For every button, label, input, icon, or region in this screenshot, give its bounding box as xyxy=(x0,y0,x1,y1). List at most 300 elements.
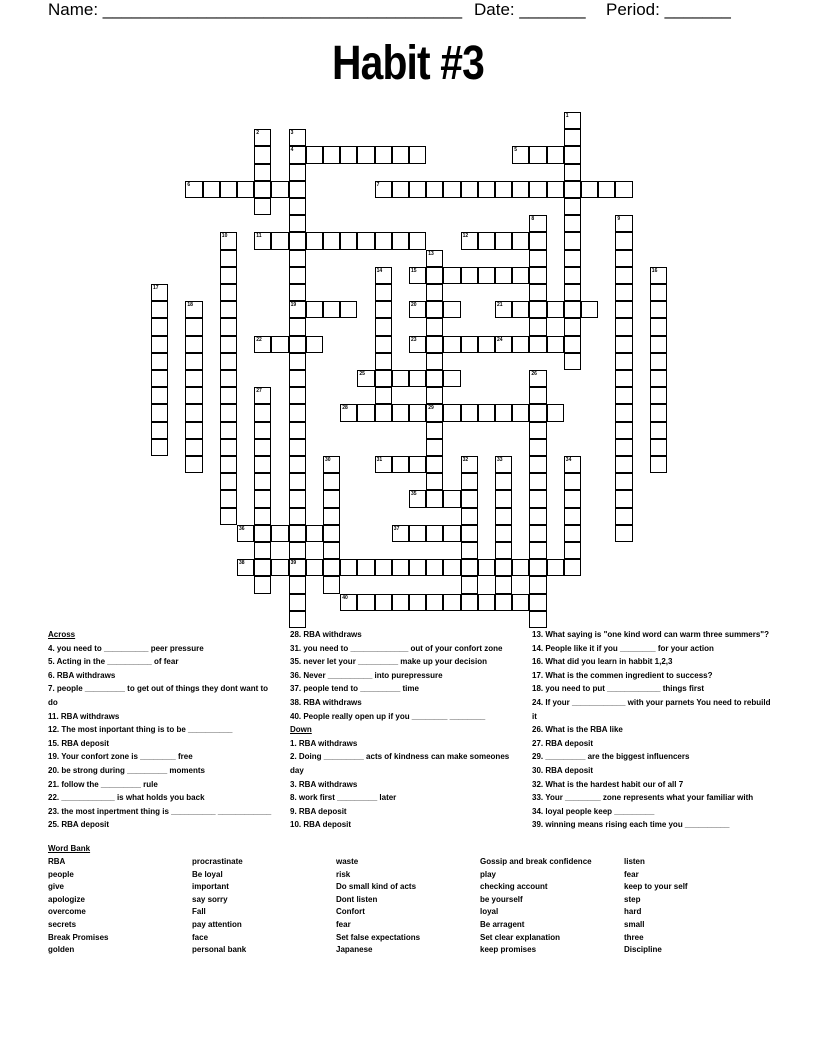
crossword-cell[interactable] xyxy=(650,318,667,335)
crossword-cell[interactable] xyxy=(426,439,443,456)
crossword-cell[interactable] xyxy=(409,456,426,473)
crossword-cell[interactable] xyxy=(443,490,460,507)
crossword-cell[interactable] xyxy=(357,559,374,576)
crossword-cell[interactable] xyxy=(529,370,546,387)
crossword-cell[interactable] xyxy=(426,473,443,490)
crossword-cell[interactable] xyxy=(564,232,581,249)
crossword-cell[interactable] xyxy=(340,559,357,576)
crossword-cell[interactable] xyxy=(564,129,581,146)
crossword-cell[interactable] xyxy=(564,559,581,576)
crossword-cell[interactable] xyxy=(254,525,271,542)
crossword-cell[interactable] xyxy=(564,250,581,267)
crossword-cell[interactable] xyxy=(478,594,495,611)
crossword-cell[interactable] xyxy=(650,301,667,318)
crossword-cell[interactable] xyxy=(220,336,237,353)
crossword-cell[interactable] xyxy=(375,387,392,404)
crossword-cell[interactable] xyxy=(151,318,168,335)
crossword-cell[interactable] xyxy=(289,301,306,318)
crossword-cell[interactable] xyxy=(478,181,495,198)
crossword-cell[interactable] xyxy=(220,318,237,335)
crossword-cell[interactable] xyxy=(375,559,392,576)
crossword-cell[interactable] xyxy=(512,336,529,353)
crossword-cell[interactable] xyxy=(426,370,443,387)
crossword-cell[interactable] xyxy=(461,508,478,525)
crossword-cell[interactable] xyxy=(254,456,271,473)
crossword-cell[interactable] xyxy=(495,542,512,559)
crossword-cell[interactable] xyxy=(495,576,512,593)
crossword-cell[interactable] xyxy=(615,181,632,198)
crossword-cell[interactable] xyxy=(495,404,512,421)
crossword-cell[interactable] xyxy=(289,146,306,163)
crossword-cell[interactable] xyxy=(340,301,357,318)
crossword-cell[interactable] xyxy=(615,284,632,301)
crossword-cell[interactable] xyxy=(375,336,392,353)
crossword-cell[interactable] xyxy=(650,456,667,473)
crossword-cell[interactable] xyxy=(409,559,426,576)
crossword-cell[interactable] xyxy=(323,542,340,559)
crossword-cell[interactable] xyxy=(564,301,581,318)
crossword-cell[interactable] xyxy=(564,164,581,181)
crossword-cell[interactable] xyxy=(254,576,271,593)
crossword-cell[interactable] xyxy=(409,181,426,198)
crossword-cell[interactable] xyxy=(461,594,478,611)
crossword-cell[interactable] xyxy=(220,181,237,198)
crossword-cell[interactable] xyxy=(185,370,202,387)
crossword-cell[interactable] xyxy=(547,404,564,421)
crossword-cell[interactable] xyxy=(289,336,306,353)
crossword-cell[interactable] xyxy=(529,594,546,611)
crossword-cell[interactable] xyxy=(495,267,512,284)
crossword-cell[interactable] xyxy=(461,473,478,490)
name-field[interactable]: Name: ______________________________________ xyxy=(48,0,463,19)
crossword-cell[interactable] xyxy=(615,387,632,404)
crossword-cell[interactable] xyxy=(426,490,443,507)
crossword-cell[interactable] xyxy=(495,594,512,611)
crossword-cell[interactable] xyxy=(375,232,392,249)
crossword-cell[interactable] xyxy=(409,267,426,284)
crossword-cell[interactable] xyxy=(512,267,529,284)
crossword-cell[interactable] xyxy=(185,336,202,353)
crossword-cell[interactable] xyxy=(564,490,581,507)
crossword-cell[interactable] xyxy=(306,232,323,249)
crossword-cell[interactable] xyxy=(254,422,271,439)
crossword-cell[interactable] xyxy=(581,181,598,198)
crossword-cell[interactable] xyxy=(254,146,271,163)
crossword-cell[interactable] xyxy=(443,559,460,576)
crossword-cell[interactable] xyxy=(323,301,340,318)
crossword-cell[interactable] xyxy=(529,439,546,456)
crossword-cell[interactable] xyxy=(461,490,478,507)
crossword-cell[interactable] xyxy=(151,387,168,404)
crossword-cell[interactable] xyxy=(289,129,306,146)
crossword-cell[interactable] xyxy=(564,181,581,198)
crossword-cell[interactable] xyxy=(615,490,632,507)
crossword-cell[interactable] xyxy=(392,404,409,421)
crossword-cell[interactable] xyxy=(443,370,460,387)
crossword-cell[interactable] xyxy=(289,353,306,370)
crossword-cell[interactable] xyxy=(529,508,546,525)
crossword-cell[interactable] xyxy=(615,473,632,490)
crossword-cell[interactable] xyxy=(461,559,478,576)
crossword-cell[interactable] xyxy=(306,559,323,576)
crossword-cell[interactable] xyxy=(185,353,202,370)
crossword-cell[interactable] xyxy=(375,284,392,301)
crossword-cell[interactable] xyxy=(289,422,306,439)
crossword-cell[interactable] xyxy=(289,370,306,387)
crossword-cell[interactable] xyxy=(529,146,546,163)
crossword-cell[interactable] xyxy=(529,525,546,542)
crossword-cell[interactable] xyxy=(443,594,460,611)
crossword-cell[interactable] xyxy=(564,318,581,335)
crossword-cell[interactable] xyxy=(564,215,581,232)
crossword-cell[interactable] xyxy=(426,387,443,404)
crossword-cell[interactable] xyxy=(185,318,202,335)
crossword-cell[interactable] xyxy=(254,490,271,507)
crossword-cell[interactable] xyxy=(151,336,168,353)
crossword-cell[interactable] xyxy=(564,112,581,129)
crossword-cell[interactable] xyxy=(615,301,632,318)
crossword-cell[interactable] xyxy=(357,404,374,421)
crossword-cell[interactable] xyxy=(151,404,168,421)
crossword-cell[interactable] xyxy=(375,370,392,387)
date-field[interactable]: Date: _______ xyxy=(474,0,586,19)
crossword-cell[interactable] xyxy=(203,181,220,198)
crossword-cell[interactable] xyxy=(478,267,495,284)
crossword-cell[interactable] xyxy=(495,301,512,318)
crossword-cell[interactable] xyxy=(220,301,237,318)
crossword-cell[interactable] xyxy=(357,232,374,249)
crossword-cell[interactable] xyxy=(289,250,306,267)
crossword-cell[interactable] xyxy=(650,353,667,370)
crossword-cell[interactable] xyxy=(495,456,512,473)
crossword-cell[interactable] xyxy=(512,232,529,249)
crossword-cell[interactable] xyxy=(375,353,392,370)
crossword-cell[interactable] xyxy=(461,404,478,421)
crossword-cell[interactable] xyxy=(426,336,443,353)
crossword-cell[interactable] xyxy=(461,181,478,198)
crossword-cell[interactable] xyxy=(340,594,357,611)
crossword-cell[interactable] xyxy=(615,525,632,542)
crossword-cell[interactable] xyxy=(495,559,512,576)
crossword-cell[interactable] xyxy=(289,267,306,284)
crossword-cell[interactable] xyxy=(185,456,202,473)
crossword-cell[interactable] xyxy=(564,146,581,163)
crossword-cell[interactable] xyxy=(237,525,254,542)
crossword-cell[interactable] xyxy=(375,404,392,421)
crossword-cell[interactable] xyxy=(306,146,323,163)
crossword-cell[interactable] xyxy=(220,232,237,249)
crossword-cell[interactable] xyxy=(529,490,546,507)
crossword-cell[interactable] xyxy=(220,284,237,301)
crossword-cell[interactable] xyxy=(254,336,271,353)
crossword-cell[interactable] xyxy=(271,525,288,542)
crossword-cell[interactable] xyxy=(564,456,581,473)
crossword-cell[interactable] xyxy=(495,508,512,525)
crossword-cell[interactable] xyxy=(650,336,667,353)
crossword-cell[interactable] xyxy=(529,422,546,439)
crossword-cell[interactable] xyxy=(254,439,271,456)
crossword-cell[interactable] xyxy=(547,301,564,318)
crossword-cell[interactable] xyxy=(271,336,288,353)
crossword-cell[interactable] xyxy=(409,370,426,387)
crossword-cell[interactable] xyxy=(529,404,546,421)
crossword-cell[interactable] xyxy=(151,422,168,439)
crossword-cell[interactable] xyxy=(461,232,478,249)
crossword-cell[interactable] xyxy=(289,594,306,611)
crossword-cell[interactable] xyxy=(409,404,426,421)
crossword-cell[interactable] xyxy=(529,336,546,353)
crossword-cell[interactable] xyxy=(512,146,529,163)
crossword-cell[interactable] xyxy=(271,559,288,576)
crossword-cell[interactable] xyxy=(375,146,392,163)
crossword-cell[interactable] xyxy=(220,267,237,284)
crossword-cell[interactable] xyxy=(426,456,443,473)
crossword-cell[interactable] xyxy=(185,387,202,404)
crossword-cell[interactable] xyxy=(185,422,202,439)
crossword-cell[interactable] xyxy=(220,422,237,439)
crossword-cell[interactable] xyxy=(254,404,271,421)
crossword-cell[interactable] xyxy=(220,250,237,267)
crossword-cell[interactable] xyxy=(478,559,495,576)
crossword-cell[interactable] xyxy=(650,422,667,439)
crossword-cell[interactable] xyxy=(495,232,512,249)
crossword-cell[interactable] xyxy=(409,146,426,163)
crossword-cell[interactable] xyxy=(529,473,546,490)
crossword-cell[interactable] xyxy=(426,284,443,301)
crossword-cell[interactable] xyxy=(529,387,546,404)
crossword-cell[interactable] xyxy=(220,404,237,421)
crossword-cell[interactable] xyxy=(426,422,443,439)
crossword-cell[interactable] xyxy=(289,318,306,335)
crossword-cell[interactable] xyxy=(220,439,237,456)
crossword-cell[interactable] xyxy=(529,215,546,232)
crossword-cell[interactable] xyxy=(271,232,288,249)
crossword-cell[interactable] xyxy=(512,404,529,421)
crossword-cell[interactable] xyxy=(357,370,374,387)
crossword-cell[interactable] xyxy=(254,198,271,215)
crossword-cell[interactable] xyxy=(650,439,667,456)
crossword-cell[interactable] xyxy=(615,267,632,284)
crossword-cell[interactable] xyxy=(220,508,237,525)
crossword-cell[interactable] xyxy=(512,181,529,198)
crossword-cell[interactable] xyxy=(529,611,546,628)
crossword-cell[interactable] xyxy=(392,181,409,198)
period-field[interactable]: Period: _______ xyxy=(606,0,731,19)
crossword-cell[interactable] xyxy=(220,387,237,404)
crossword-cell[interactable] xyxy=(615,232,632,249)
crossword-cell[interactable] xyxy=(220,370,237,387)
crossword-cell[interactable] xyxy=(529,559,546,576)
crossword-cell[interactable] xyxy=(650,370,667,387)
crossword-cell[interactable] xyxy=(426,559,443,576)
crossword-cell[interactable] xyxy=(495,473,512,490)
crossword-cell[interactable] xyxy=(254,232,271,249)
crossword-cell[interactable] xyxy=(289,198,306,215)
crossword-cell[interactable] xyxy=(598,181,615,198)
crossword-cell[interactable] xyxy=(220,473,237,490)
crossword-cell[interactable] xyxy=(461,267,478,284)
crossword-cell[interactable] xyxy=(254,542,271,559)
crossword-cell[interactable] xyxy=(151,284,168,301)
crossword-cell[interactable] xyxy=(426,353,443,370)
crossword-cell[interactable] xyxy=(461,336,478,353)
crossword-cell[interactable] xyxy=(323,508,340,525)
crossword-cell[interactable] xyxy=(237,181,254,198)
crossword-cell[interactable] xyxy=(495,181,512,198)
crossword-cell[interactable] xyxy=(461,525,478,542)
crossword-cell[interactable] xyxy=(615,318,632,335)
crossword-cell[interactable] xyxy=(392,146,409,163)
crossword-cell[interactable] xyxy=(529,232,546,249)
crossword-cell[interactable] xyxy=(323,490,340,507)
crossword-cell[interactable] xyxy=(289,559,306,576)
crossword-cell[interactable] xyxy=(306,301,323,318)
crossword-cell[interactable] xyxy=(495,490,512,507)
crossword-cell[interactable] xyxy=(529,181,546,198)
crossword-cell[interactable] xyxy=(289,387,306,404)
crossword-cell[interactable] xyxy=(426,181,443,198)
crossword-cell[interactable] xyxy=(529,250,546,267)
crossword-cell[interactable] xyxy=(443,301,460,318)
crossword-cell[interactable] xyxy=(529,542,546,559)
crossword-cell[interactable] xyxy=(512,559,529,576)
crossword-cell[interactable] xyxy=(495,336,512,353)
crossword-cell[interactable] xyxy=(357,594,374,611)
crossword-cell[interactable] xyxy=(323,146,340,163)
crossword-cell[interactable] xyxy=(529,301,546,318)
crossword-cell[interactable] xyxy=(289,284,306,301)
crossword-cell[interactable] xyxy=(495,525,512,542)
crossword-cell[interactable] xyxy=(409,336,426,353)
crossword-cell[interactable] xyxy=(185,301,202,318)
crossword-cell[interactable] xyxy=(392,232,409,249)
crossword-cell[interactable] xyxy=(564,336,581,353)
crossword-cell[interactable] xyxy=(375,181,392,198)
crossword-cell[interactable] xyxy=(478,404,495,421)
crossword-cell[interactable] xyxy=(615,336,632,353)
crossword-cell[interactable] xyxy=(615,439,632,456)
crossword-cell[interactable] xyxy=(289,456,306,473)
crossword-cell[interactable] xyxy=(254,559,271,576)
crossword-cell[interactable] xyxy=(443,181,460,198)
crossword-cell[interactable] xyxy=(409,301,426,318)
crossword-cell[interactable] xyxy=(375,594,392,611)
crossword-cell[interactable] xyxy=(615,508,632,525)
crossword-cell[interactable] xyxy=(529,456,546,473)
crossword-cell[interactable] xyxy=(289,525,306,542)
crossword-cell[interactable] xyxy=(289,542,306,559)
crossword-cell[interactable] xyxy=(220,353,237,370)
crossword-cell[interactable] xyxy=(615,250,632,267)
crossword-cell[interactable] xyxy=(375,318,392,335)
crossword-cell[interactable] xyxy=(289,439,306,456)
crossword-cell[interactable] xyxy=(151,370,168,387)
crossword-cell[interactable] xyxy=(375,267,392,284)
crossword-cell[interactable] xyxy=(409,594,426,611)
crossword-cell[interactable] xyxy=(185,439,202,456)
crossword-cell[interactable] xyxy=(289,181,306,198)
crossword-cell[interactable] xyxy=(306,336,323,353)
crossword-cell[interactable] xyxy=(529,576,546,593)
crossword-cell[interactable] xyxy=(512,594,529,611)
crossword-cell[interactable] xyxy=(323,473,340,490)
crossword-cell[interactable] xyxy=(426,404,443,421)
crossword-cell[interactable] xyxy=(529,318,546,335)
crossword-cell[interactable] xyxy=(650,267,667,284)
crossword-cell[interactable] xyxy=(323,559,340,576)
crossword-cell[interactable] xyxy=(254,129,271,146)
crossword-cell[interactable] xyxy=(289,576,306,593)
crossword-cell[interactable] xyxy=(220,456,237,473)
crossword-cell[interactable] xyxy=(615,422,632,439)
crossword-cell[interactable] xyxy=(443,336,460,353)
crossword-cell[interactable] xyxy=(392,559,409,576)
crossword-cell[interactable] xyxy=(323,232,340,249)
crossword-cell[interactable] xyxy=(409,490,426,507)
crossword-cell[interactable] xyxy=(375,301,392,318)
crossword-cell[interactable] xyxy=(564,508,581,525)
crossword-cell[interactable] xyxy=(581,301,598,318)
crossword-cell[interactable] xyxy=(323,456,340,473)
crossword-cell[interactable] xyxy=(254,508,271,525)
crossword-cell[interactable] xyxy=(357,146,374,163)
crossword-cell[interactable] xyxy=(237,559,254,576)
crossword-cell[interactable] xyxy=(547,336,564,353)
crossword-cell[interactable] xyxy=(615,215,632,232)
crossword-cell[interactable] xyxy=(409,232,426,249)
crossword-cell[interactable] xyxy=(392,456,409,473)
crossword-cell[interactable] xyxy=(185,404,202,421)
crossword-cell[interactable] xyxy=(289,508,306,525)
crossword-cell[interactable] xyxy=(564,542,581,559)
crossword-cell[interactable] xyxy=(547,181,564,198)
crossword-cell[interactable] xyxy=(615,353,632,370)
crossword-cell[interactable] xyxy=(443,525,460,542)
crossword-cell[interactable] xyxy=(564,525,581,542)
crossword-cell[interactable] xyxy=(254,387,271,404)
crossword-cell[interactable] xyxy=(564,267,581,284)
crossword-cell[interactable] xyxy=(392,594,409,611)
crossword-cell[interactable] xyxy=(426,267,443,284)
crossword-cell[interactable] xyxy=(547,146,564,163)
crossword-cell[interactable] xyxy=(323,576,340,593)
crossword-cell[interactable] xyxy=(564,473,581,490)
crossword-cell[interactable] xyxy=(409,525,426,542)
crossword-cell[interactable] xyxy=(426,301,443,318)
crossword-cell[interactable] xyxy=(392,370,409,387)
crossword-cell[interactable] xyxy=(340,146,357,163)
crossword-cell[interactable] xyxy=(615,404,632,421)
crossword-cell[interactable] xyxy=(564,284,581,301)
crossword-cell[interactable] xyxy=(426,318,443,335)
crossword-cell[interactable] xyxy=(392,525,409,542)
crossword-cell[interactable] xyxy=(461,576,478,593)
crossword-cell[interactable] xyxy=(564,198,581,215)
crossword-cell[interactable] xyxy=(289,490,306,507)
crossword-cell[interactable] xyxy=(254,473,271,490)
crossword-cell[interactable] xyxy=(151,439,168,456)
crossword-cell[interactable] xyxy=(151,353,168,370)
crossword-cell[interactable] xyxy=(426,250,443,267)
crossword-cell[interactable] xyxy=(650,387,667,404)
crossword-cell[interactable] xyxy=(461,456,478,473)
crossword-cell[interactable] xyxy=(615,456,632,473)
crossword-cell[interactable] xyxy=(478,232,495,249)
crossword-cell[interactable] xyxy=(426,525,443,542)
crossword-cell[interactable] xyxy=(426,594,443,611)
crossword-cell[interactable] xyxy=(529,284,546,301)
crossword-cell[interactable] xyxy=(461,542,478,559)
